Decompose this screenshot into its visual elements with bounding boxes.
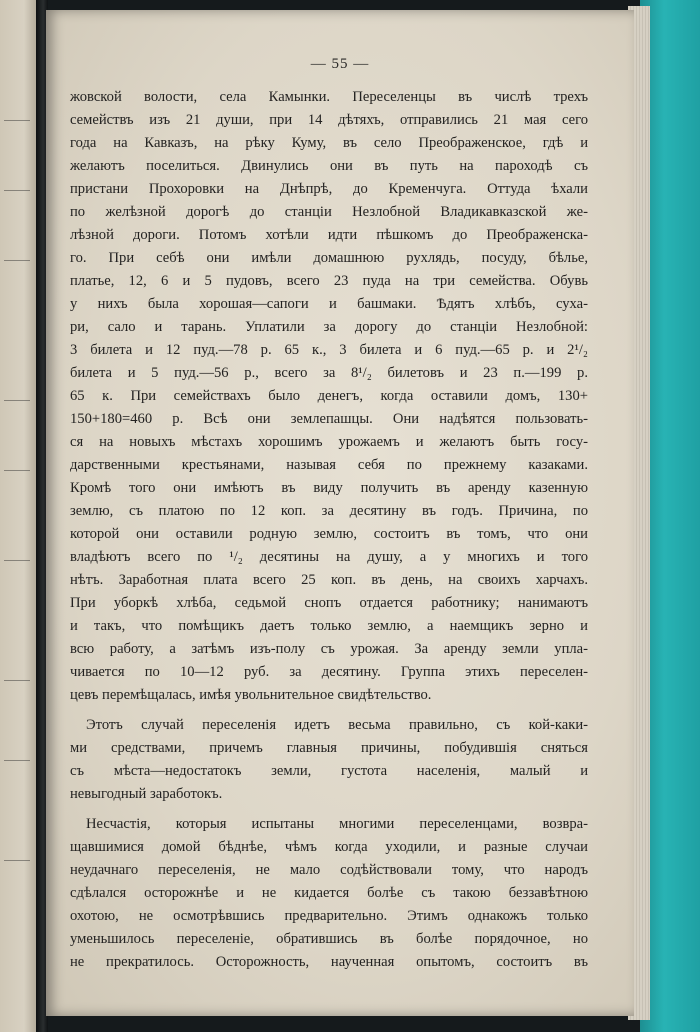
text-line: невыгодный заработокъ. (70, 786, 223, 802)
text-line: 65 к. При семействахъ было денегъ, когда оставили домъ, 130+ (70, 388, 588, 404)
text-line: по желѣзной дорогѣ до станціи Незлобной Владикавказской же- (70, 204, 588, 220)
text-line: неудачнаго переселенія, не мало содѣйствовали тому, что народъ (70, 862, 588, 878)
text-line: чивается по 10—12 руб. за десятину. Группа этихъ переселен- (70, 664, 588, 680)
text-line: дарственными крестьянами, называя себя по прежнему казаками. (70, 457, 588, 473)
paragraph (70, 714, 588, 806)
left-page-edge (0, 0, 40, 1032)
text-line: щавшимися домой бѣднѣе, чѣмъ когда уходили, и разные случаи (70, 839, 588, 855)
text-line: семействъ изъ 21 души, при 14 дѣтяхъ, отправились 21 мая сего (70, 112, 588, 128)
paragraph (70, 86, 588, 707)
text-line: землю, съ платою по 12 коп. за десятину въ годъ. Причина, по (70, 503, 588, 519)
text-line: ри, сало и тарань. Уплатили за дорогу до станціи Незлобной: (70, 319, 588, 335)
text-line: 3 билета и 12 пуд.—78 р. 65 к., 3 билета и 6 пуд.—65 р. и 2¹/₂ (70, 342, 588, 358)
text-line: года на Кавказъ, на рѣку Куму, въ село Преображенское, гдѣ и (70, 135, 588, 151)
page-text (70, 86, 588, 974)
text-line: сдѣлался осторожнѣе и не кидается болѣе съ такою беззавѣтною (70, 885, 588, 901)
text-line: го. При себѣ они имѣли домашнюю рухлядь, посуду, бѣлье, (70, 250, 588, 266)
text-line: платье, 12, 6 и 5 пудовъ, всего 23 пуда на три семейства. Обувь (70, 273, 588, 289)
page-number: — 55 — (310, 56, 370, 72)
text-line: Этотъ случай переселенія идетъ весьма правильно, съ кой-каки- (86, 717, 588, 733)
text-line: которой они оставили родную землю, состоитъ въ томъ, что они (70, 526, 588, 542)
text-line: ся на новыхъ мѣстахъ хорошимъ урожаемъ и желаютъ быть госу- (70, 434, 588, 450)
text-line: 150+180=460 р. Всѣ они землепашцы. Они надѣятся пользовать- (70, 411, 588, 427)
text-line: желаютъ поселиться. Двинулись они въ путь на пароходѣ съ (70, 158, 588, 174)
text-line: не прекратилось. Осторожность, наученная опытомъ, состоитъ въ (70, 954, 588, 970)
text-line: цевъ перемѣщалась, имѣя увольнительное свидѣтельство. (70, 687, 432, 703)
text-line: Кромѣ того они имѣютъ въ виду получить въ аренду казенную (70, 480, 588, 496)
text-line: При уборкѣ хлѣба, седьмой снопъ отдается работнику; нанимаютъ (70, 595, 588, 611)
paragraph-spacer (70, 806, 588, 813)
text-line: жовской волости, села Камынки. Переселенцы въ числѣ трехъ (70, 89, 588, 105)
text-line: ми средствами, причемъ главныя причины, побудившія сняться (70, 740, 588, 756)
text-line: у нихъ была хорошая—сапоги и башмаки. Ѣдятъ хлѣбъ, суха- (70, 296, 588, 312)
text-line: и такъ, что помѣщикъ даетъ только землю, а наемщикъ зерно и (70, 618, 588, 634)
text-line: владѣютъ всего по ¹/₂ десятины на душу, а у многихъ и того (70, 549, 588, 565)
paragraph-spacer (70, 707, 588, 714)
text-line: Несчастія, которыя испытаны многими переселенцами, возвра- (86, 816, 588, 832)
text-line: лѣзной дороги. Потомъ хотѣли идти пѣшкомъ до Преображенска- (70, 227, 588, 243)
text-line: пристани Прохоровки на Днѣпрѣ, до Кременчуга. Оттуда ѣхали (70, 181, 588, 197)
text-line: охотою, не осмотрѣвшись предварительно. Этимъ однакожъ только (70, 908, 588, 924)
paragraph (70, 813, 588, 974)
text-line: нѣтъ. Заработная плата всего 25 коп. въ день, на своихъ харчахъ. (70, 572, 588, 588)
book-page (46, 10, 634, 1016)
text-line: съ мѣста—недостатокъ земли, густота населенія, малый и (70, 763, 588, 779)
text-line: билета и 5 пуд.—56 р., всего за 8¹/₂ билетовъ и 23 п.—199 р. (70, 365, 588, 381)
text-line: всю работу, а затѣмъ изъ-полу съ урожая. За аренду земли упла- (70, 641, 588, 657)
text-line: уменьшилось переселеніе, обратившись въ болѣе порядочное, но (70, 931, 588, 947)
